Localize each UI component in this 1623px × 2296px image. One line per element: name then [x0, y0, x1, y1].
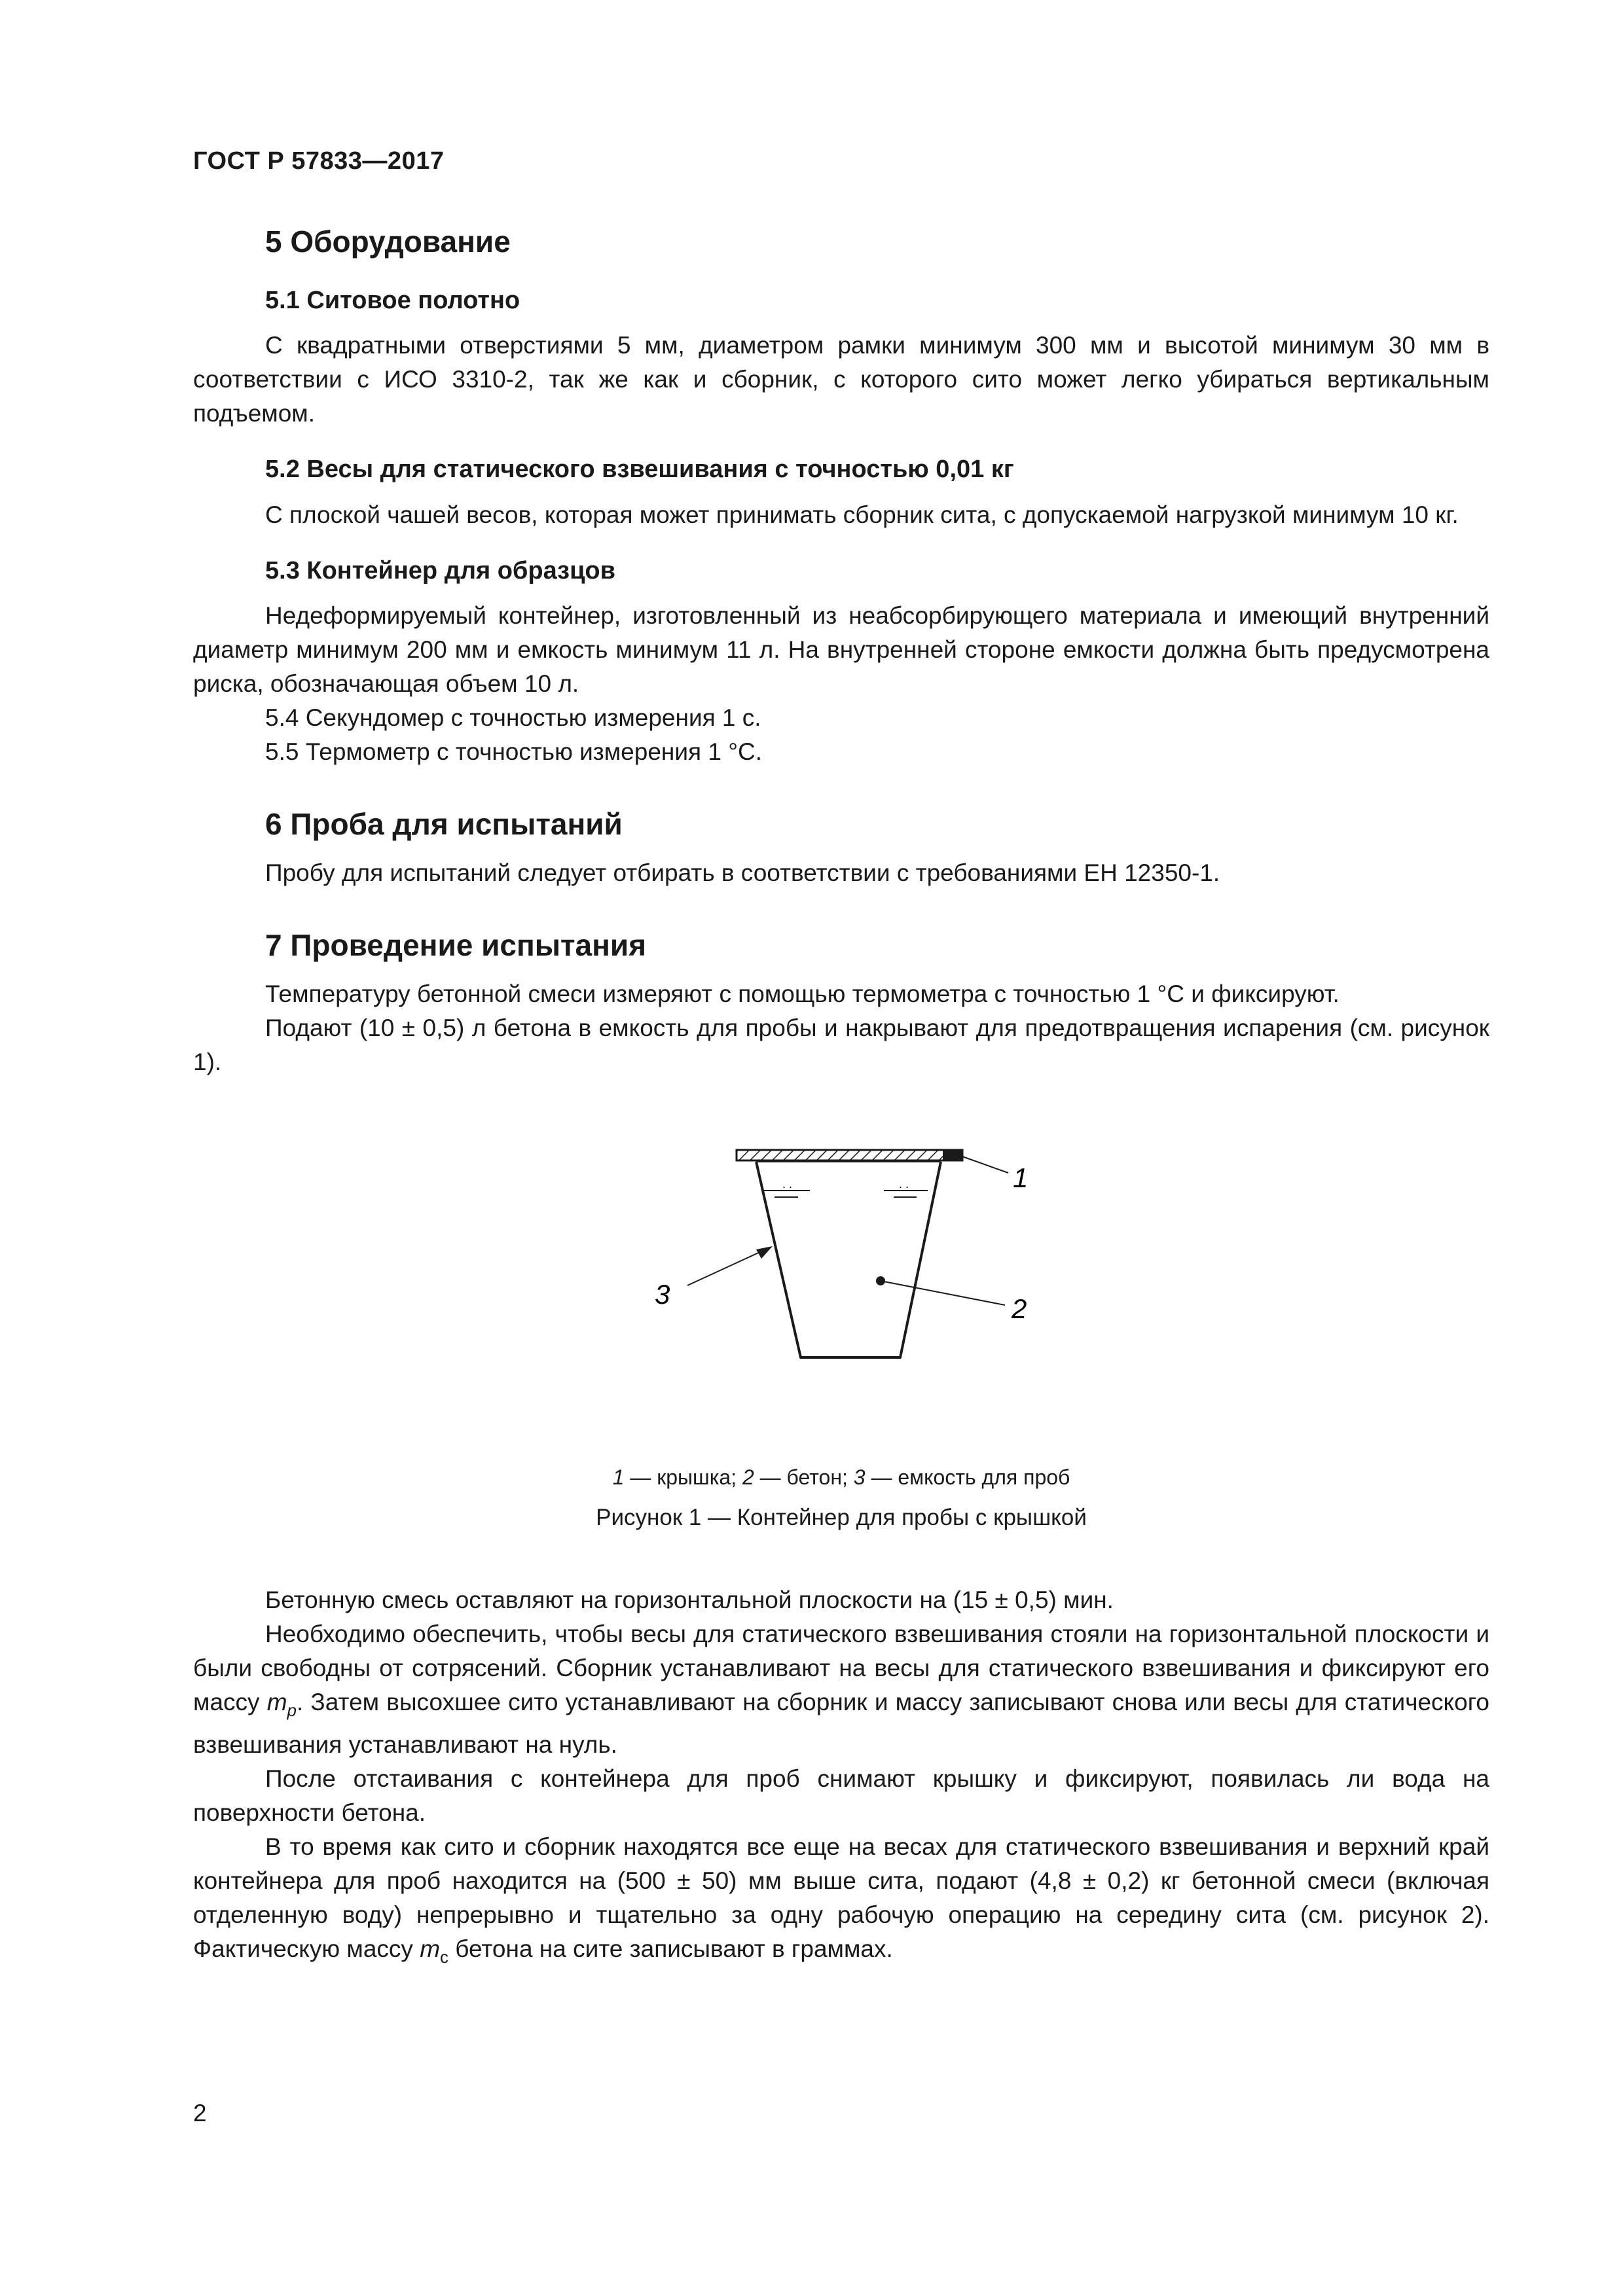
section-5-2-title: 5.2 Весы для статического взвешивания с точностью 0,01 кг	[265, 456, 1014, 484]
section-5-4-text: 5.4 Секундомер с точностью измерения 1 с.	[265, 704, 761, 731]
content	[193, 209, 1489, 1975]
legend-key-1: 1	[612, 1465, 625, 1489]
section-7-p5: После отстаивания с контейнера для проб снимают крышку и фиксируют, появилась ли вода на поверхности бетона.	[193, 1765, 1489, 1826]
page-number: 2	[193, 2100, 207, 2126]
figure-legend	[193, 1465, 1489, 1490]
document-id: ГОСТ Р 57833—2017	[193, 147, 445, 175]
section-7-p4	[193, 1617, 1489, 1762]
section-5-1-text: С квадратными отверстиями 5 мм, диаметром рамки минимум 300 мм и высотой минимум 30 мм в соответствии с ИСО 3310-2, так же как и сборник, с которого сито может легко убираться вертикальным подъемом.	[193, 332, 1489, 427]
mass-p-var: m	[266, 1688, 287, 1715]
section-5-title: 5 Оборудование	[265, 224, 511, 259]
legend-key-3: 3	[853, 1465, 866, 1489]
legend-text-2: — бетон;	[754, 1465, 854, 1489]
lid-seal	[943, 1150, 962, 1160]
p4-text-a: Необходимо обеспечить, чтобы весы для статического взвешивания стояли на горизонтальной плоскости и были свободны от сотрясений. Сборник устанавливают на весы для статического взвешивания и фиксируют его массу	[193, 1620, 1489, 1715]
water-dots-right: . .	[899, 1177, 909, 1191]
container-diagram	[193, 1105, 1489, 1459]
legend-text-3: — емкость для проб	[865, 1465, 1070, 1489]
figure-caption: Рисунок 1 — Контейнер для пробы с крышкой	[596, 1504, 1087, 1530]
leader-3	[687, 1251, 763, 1285]
p6-text-b: бетона на сите записывают в граммах.	[448, 1935, 893, 1962]
section-5-2-text: С плоской чашей весов, которая может принимать сборник сита, с допускаемой нагрузкой минимум 10 кг.	[265, 501, 1459, 528]
legend-key-2: 2	[742, 1465, 754, 1489]
mass-c-var: m	[420, 1935, 441, 1962]
section-6-text: Пробу для испытаний следует отбирать в соответствии с требованиями ЕН 12350-1.	[265, 859, 1220, 886]
p4-text-b: . Затем высохшее сито устанавливают на сборник и массу записывают снова или весы для статического взвешивания устанавливают на нуль.	[193, 1688, 1489, 1758]
section-5-5-text: 5.5 Термометр с точностью измерения 1 °С.	[265, 738, 762, 765]
lid-shape	[737, 1150, 962, 1160]
section-6-title: 6 Проба для испытаний	[265, 806, 623, 841]
label-3: 3	[655, 1278, 670, 1310]
mass-p-sub: p	[287, 1701, 297, 1720]
section-5-3-text: Недеформируемый контейнер, изготовленный из неабсорбирующего материала и имеющий внутренний диаметр минимум 200 мм и емкость минимум 11 л. На внутренней стороне емкости должна быть предусмотрена риска, обозначающая объем 10 л.	[193, 601, 1489, 697]
section-7-title: 7 Проведение испытания	[265, 927, 647, 962]
figure-1	[193, 1105, 1489, 1537]
section-7-p6	[193, 1830, 1489, 1975]
label-1: 1	[1013, 1162, 1029, 1193]
section-7-p1: Температуру бетонной смеси измеряют с помощью термометра с точностью 1 °С и фиксируют.	[265, 980, 1340, 1007]
section-7-p3: Бетонную смесь оставляют на горизонтальной плоскости на (15 ± 0,5) мин.	[265, 1586, 1114, 1613]
legend-text-1: — крышка;	[624, 1465, 742, 1489]
arrow-3	[756, 1246, 773, 1259]
label-2: 2	[1012, 1293, 1027, 1324]
leader-1	[962, 1157, 1008, 1173]
p6-text-a: В то время как сито и сборник находятся все еще на весах для статического взвешивания и верхний край контейнера для проб находится на (500 ± 50) мм выше сита, подают (4,8 ± 0,2) кг бетонной смеси (включая отделенную воду) непрерывно и тщательно за одну рабочую операцию на середину сита (см. рисунок 2). Фактическую массу	[193, 1833, 1489, 1962]
water-dots-left: . .	[782, 1177, 793, 1191]
mass-c-sub: c	[440, 1948, 448, 1967]
section-5-3-title: 5.3 Контейнер для образцов	[265, 556, 616, 584]
section-5-1-title: 5.1 Ситовое полотно	[265, 286, 520, 314]
leader-2	[881, 1281, 1005, 1305]
section-7-p2: Подают (10 ± 0,5) л бетона в емкость для пробы и накрывают для предотвращения испарения (см. рисунок 1).	[193, 1014, 1489, 1075]
